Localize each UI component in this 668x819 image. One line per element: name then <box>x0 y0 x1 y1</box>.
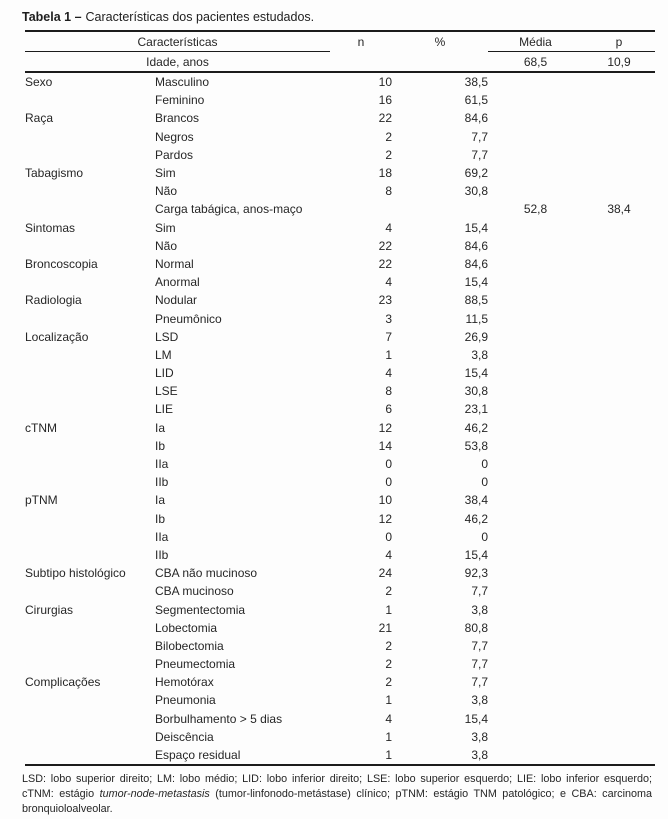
cell-media <box>488 473 583 491</box>
cell-p <box>583 637 655 655</box>
footnote-italic-term: tumor-node-metastasis <box>99 788 210 801</box>
table-row <box>25 691 655 709</box>
cell-pct: 7,7 <box>471 129 488 144</box>
cell-pct: 15,4 <box>464 711 488 726</box>
cell-group <box>25 237 155 255</box>
column-header-p: p <box>583 31 655 52</box>
table-row <box>25 182 655 200</box>
cell-characteristic: Nodular <box>155 293 198 308</box>
cell-media <box>488 182 583 200</box>
cell-pct <box>392 200 488 218</box>
cell-p <box>583 255 655 273</box>
cell-n: 6 <box>385 402 392 417</box>
table-row <box>25 637 655 655</box>
idade-label: Idade, anos <box>25 52 330 73</box>
cell-p <box>583 309 655 327</box>
cell-characteristic: LSD <box>155 329 179 344</box>
cell-group <box>25 710 155 728</box>
cell-group <box>25 364 155 382</box>
cell-characteristic: Borbulhamento > 5 dias <box>155 711 283 726</box>
cell-characteristic: Não <box>155 238 178 253</box>
cell-characteristic: Pardos <box>155 147 194 162</box>
table-row <box>25 564 655 582</box>
cell-media <box>488 91 583 109</box>
table-row <box>25 72 655 91</box>
cell-pct: 30,8 <box>464 384 488 399</box>
cell-characteristic: LID <box>155 366 174 381</box>
table-row <box>25 219 655 237</box>
cell-characteristic: Lobectomia <box>155 620 218 635</box>
table-title <box>22 9 668 26</box>
cell-group: Sintomas <box>25 220 76 235</box>
cell-p <box>583 728 655 746</box>
cell-pct: 15,4 <box>464 547 488 562</box>
cell-group <box>25 146 155 164</box>
cell-group <box>25 728 155 746</box>
cell-p <box>583 346 655 364</box>
cell-characteristic: Normal <box>155 256 194 271</box>
table-row <box>25 237 655 255</box>
cell-media <box>488 400 583 418</box>
cell-group <box>25 182 155 200</box>
cell-pct: 3,8 <box>471 347 488 362</box>
cell-n: 21 <box>378 620 392 635</box>
cell-group: pTNM <box>25 493 58 508</box>
cell-characteristic: Espaço residual <box>155 748 241 763</box>
cell-pct: 0 <box>481 529 488 544</box>
cell-p <box>583 237 655 255</box>
cell-n: 24 <box>378 566 392 581</box>
cell-group <box>25 309 155 327</box>
cell-media <box>488 164 583 182</box>
table-row <box>25 546 655 564</box>
cell-media <box>488 582 583 600</box>
cell-pct: 46,2 <box>464 511 488 526</box>
cell-characteristic: Sim <box>155 220 176 235</box>
column-header-n: n <box>357 34 365 49</box>
cell-n: 8 <box>385 384 392 399</box>
table-row <box>25 746 655 765</box>
cell-media <box>488 291 583 309</box>
cell-characteristic: IIa <box>155 529 169 544</box>
table-row <box>25 164 655 182</box>
cell-pct: 0 <box>481 457 488 472</box>
cell-media <box>488 109 583 127</box>
cell-pct: 3,8 <box>471 729 488 744</box>
header-row <box>25 31 655 52</box>
cell-group <box>25 528 155 546</box>
cell-n: 2 <box>385 147 392 162</box>
cell-media <box>488 710 583 728</box>
cell-n: 8 <box>385 184 392 199</box>
cell-pct: 30,8 <box>464 184 488 199</box>
cell-p <box>583 528 655 546</box>
cell-pct: 7,7 <box>471 584 488 599</box>
cell-p <box>583 72 655 91</box>
cell-n: 2 <box>385 675 392 690</box>
table-row <box>25 400 655 418</box>
cell-media <box>488 273 583 291</box>
cell-pct: 69,2 <box>464 166 488 181</box>
cell-n: 16 <box>378 93 392 108</box>
idade-media-value: 68,5 <box>488 52 583 73</box>
cell-characteristic: Carga tabágica, anos-maço <box>155 202 303 217</box>
cell-group <box>25 400 155 418</box>
cell-characteristic: Anormal <box>155 275 200 290</box>
table-row <box>25 291 655 309</box>
cell-pct: 38,5 <box>464 75 488 90</box>
cell-group: Raça <box>25 111 54 126</box>
footnote-text-2: (tumor-linfonodo-metástase) clínico; pTNM: estágio TNM patológico; e CBA: carcinoma bronquioloalveolar. <box>22 788 652 816</box>
cell-pct: 92,3 <box>464 566 488 581</box>
cell-characteristic: Ib <box>155 511 166 526</box>
cell-group <box>25 128 155 146</box>
cell-group: Radiologia <box>25 293 82 308</box>
cell-media <box>488 382 583 400</box>
cell-n: 12 <box>378 511 392 526</box>
cell-media <box>488 528 583 546</box>
cell-n: 18 <box>378 166 392 181</box>
cell-characteristic: Pneumonia <box>155 693 216 708</box>
cell-n: 1 <box>385 347 392 362</box>
idade-n-empty <box>330 52 392 73</box>
table-row <box>25 437 655 455</box>
cell-characteristic: CBA mucinoso <box>155 584 234 599</box>
table-row <box>25 364 655 382</box>
cell-n: 2 <box>385 129 392 144</box>
cell-characteristic: IIb <box>155 547 169 562</box>
cell-p <box>583 109 655 127</box>
cell-media <box>488 128 583 146</box>
column-header-media: Média <box>488 31 583 52</box>
table-title-text: Características dos pacientes estudados. <box>85 10 315 24</box>
cell-n: 23 <box>378 293 392 308</box>
cell-n: 12 <box>378 420 392 435</box>
cell-media <box>488 691 583 709</box>
table-row <box>25 273 655 291</box>
cell-p <box>583 455 655 473</box>
cell-media <box>488 491 583 509</box>
cell-p <box>583 164 655 182</box>
table-row <box>25 528 655 546</box>
cell-group: Cirurgias <box>25 602 74 617</box>
cell-characteristic: LM <box>155 347 172 362</box>
table-row <box>25 91 655 109</box>
cell-n: 10 <box>378 75 392 90</box>
cell-group <box>25 91 155 109</box>
table-row <box>25 146 655 164</box>
cell-media <box>488 437 583 455</box>
cell-n: 4 <box>385 275 392 290</box>
cell-pct: 15,4 <box>464 275 488 290</box>
cell-characteristic: LIE <box>155 402 174 417</box>
cell-pct: 11,5 <box>465 311 488 326</box>
cell-media <box>488 219 583 237</box>
table-row <box>25 619 655 637</box>
cell-p <box>583 746 655 765</box>
cell-media <box>488 655 583 673</box>
cell-media <box>488 564 583 582</box>
table-body <box>25 72 655 765</box>
cell-group: Sexo <box>25 75 53 90</box>
table-title-label: Tabela 1 – <box>22 10 82 24</box>
cell-n: 0 <box>385 457 392 472</box>
cell-characteristic: Brancos <box>155 111 200 126</box>
cell-media <box>488 546 583 564</box>
cell-n: 1 <box>385 693 392 708</box>
cell-p <box>583 400 655 418</box>
cell-group: cTNM <box>25 420 57 435</box>
cell-group <box>25 746 155 765</box>
cell-group: Subtipo histológico <box>25 566 126 581</box>
cell-p <box>583 146 655 164</box>
cell-n: 2 <box>385 638 392 653</box>
cell-characteristic: Masculino <box>155 75 210 90</box>
cell-media <box>488 600 583 618</box>
cell-n: 1 <box>385 729 392 744</box>
table-row <box>25 728 655 746</box>
cell-p: 38,4 <box>607 202 631 217</box>
cell-n: 22 <box>378 256 392 271</box>
cell-n: 0 <box>385 529 392 544</box>
header-subrow-idade <box>25 52 655 73</box>
cell-group <box>25 637 155 655</box>
table-row <box>25 582 655 600</box>
cell-pct: 26,9 <box>464 329 488 344</box>
cell-p <box>583 273 655 291</box>
cell-pct: 88,5 <box>464 293 488 308</box>
cell-p <box>583 710 655 728</box>
cell-pct: 15,4 <box>464 220 488 235</box>
cell-media <box>488 346 583 364</box>
cell-media <box>488 72 583 91</box>
cell-p <box>583 291 655 309</box>
cell-media <box>488 728 583 746</box>
cell-p <box>583 91 655 109</box>
cell-pct: 23,1 <box>464 402 488 417</box>
cell-media <box>488 146 583 164</box>
cell-n: 7 <box>385 329 392 344</box>
cell-group <box>25 582 155 600</box>
table-row <box>25 255 655 273</box>
cell-pct: 0 <box>481 475 488 490</box>
cell-pct: 46,2 <box>464 420 488 435</box>
table-row <box>25 491 655 509</box>
cell-characteristic: Feminino <box>155 93 205 108</box>
cell-characteristic: Pneumônico <box>155 311 222 326</box>
cell-n: 1 <box>385 748 392 763</box>
cell-p <box>583 364 655 382</box>
cell-group <box>25 619 155 637</box>
cell-group: Tabagismo <box>25 166 84 181</box>
cell-n: 4 <box>385 366 392 381</box>
cell-p <box>583 673 655 691</box>
cell-characteristic: LSE <box>155 384 178 399</box>
cell-group <box>25 273 155 291</box>
column-header-caracteristicas: Características <box>25 31 330 52</box>
cell-group: Broncoscopia <box>25 256 98 271</box>
cell-group <box>25 655 155 673</box>
cell-media <box>488 237 583 255</box>
cell-characteristic: Hemotórax <box>155 675 214 690</box>
cell-media <box>488 619 583 637</box>
idade-p-value: 10,9 <box>583 52 655 73</box>
cell-p <box>583 128 655 146</box>
cell-p <box>583 691 655 709</box>
table-row <box>25 109 655 127</box>
table-row <box>25 200 655 218</box>
cell-characteristic: Não <box>155 184 178 199</box>
cell-n <box>330 200 392 218</box>
cell-p <box>583 328 655 346</box>
cell-characteristic: Bilobectomia <box>155 638 224 653</box>
cell-p <box>583 491 655 509</box>
table-row <box>25 673 655 691</box>
cell-p <box>583 473 655 491</box>
cell-group <box>25 691 155 709</box>
cell-characteristic: Sim <box>155 166 176 181</box>
cell-p <box>583 582 655 600</box>
table-row <box>25 455 655 473</box>
cell-pct: 61,5 <box>464 93 488 108</box>
cell-n: 22 <box>378 238 392 253</box>
cell-media <box>488 255 583 273</box>
cell-n: 4 <box>385 711 392 726</box>
cell-characteristic: Ib <box>155 438 166 453</box>
cell-n: 10 <box>378 493 392 508</box>
cell-p <box>583 382 655 400</box>
cell-media <box>488 455 583 473</box>
cell-media <box>488 364 583 382</box>
cell-group <box>25 455 155 473</box>
cell-group <box>25 200 155 218</box>
cell-pct: 15,4 <box>464 366 488 381</box>
table-row <box>25 510 655 528</box>
cell-p <box>583 655 655 673</box>
cell-p <box>583 546 655 564</box>
cell-n: 14 <box>378 438 392 453</box>
cell-group: Localização <box>25 329 89 344</box>
table-row <box>25 600 655 618</box>
footnote <box>22 772 652 817</box>
cell-media <box>488 673 583 691</box>
cell-pct: 7,7 <box>471 147 488 162</box>
cell-p <box>583 419 655 437</box>
cell-group <box>25 473 155 491</box>
table-row <box>25 473 655 491</box>
patients-characteristics-table <box>25 30 655 766</box>
cell-media: 52,8 <box>523 202 548 217</box>
cell-characteristic: Negros <box>155 129 194 144</box>
cell-n: 4 <box>385 547 392 562</box>
table-row <box>25 419 655 437</box>
cell-media <box>488 746 583 765</box>
cell-characteristic: IIb <box>155 475 169 490</box>
cell-p <box>583 564 655 582</box>
cell-characteristic: CBA não mucinoso <box>155 566 258 581</box>
cell-n: 1 <box>385 602 392 617</box>
cell-group <box>25 382 155 400</box>
cell-pct: 3,8 <box>471 693 488 708</box>
cell-p <box>583 219 655 237</box>
cell-n: 4 <box>385 220 392 235</box>
cell-n: 2 <box>385 584 392 599</box>
table-row <box>25 710 655 728</box>
idade-pct-empty <box>392 52 488 73</box>
column-header-percent: % <box>434 34 446 49</box>
cell-pct: 3,8 <box>471 748 488 763</box>
cell-group <box>25 346 155 364</box>
cell-characteristic: Ia <box>155 493 166 508</box>
table-row <box>25 382 655 400</box>
cell-pct: 84,6 <box>464 256 488 271</box>
cell-media <box>488 309 583 327</box>
cell-media <box>488 419 583 437</box>
cell-p <box>583 619 655 637</box>
cell-p <box>583 600 655 618</box>
cell-characteristic: IIa <box>155 457 169 472</box>
cell-pct: 38,4 <box>464 493 488 508</box>
cell-characteristic: Ia <box>155 420 166 435</box>
cell-p <box>583 510 655 528</box>
cell-pct: 53,8 <box>464 438 488 453</box>
cell-pct: 7,7 <box>471 657 488 672</box>
table-row <box>25 328 655 346</box>
cell-characteristic: Pneumectomia <box>155 657 236 672</box>
cell-n: 22 <box>378 111 392 126</box>
footnote-text-1: LSD: lobo superior direito; LM: lobo médio; LID: lobo inferior direito; LSE: lobo superior esquerdo; LIE: lobo inferior esquerdo; cTNM: estágio <box>22 773 652 801</box>
cell-group <box>25 546 155 564</box>
cell-p <box>583 437 655 455</box>
cell-media <box>488 637 583 655</box>
cell-n: 2 <box>385 657 392 672</box>
cell-group <box>25 510 155 528</box>
cell-characteristic: Deiscência <box>155 729 214 744</box>
table-row <box>25 128 655 146</box>
cell-pct: 7,7 <box>471 675 488 690</box>
table-row <box>25 655 655 673</box>
cell-n: 0 <box>385 475 392 490</box>
cell-group: Complicações <box>25 675 101 690</box>
cell-group <box>25 437 155 455</box>
cell-media <box>488 328 583 346</box>
cell-media <box>488 510 583 528</box>
cell-n: 3 <box>385 311 392 326</box>
cell-characteristic: Segmentectomia <box>155 602 246 617</box>
cell-p <box>583 182 655 200</box>
cell-pct: 84,6 <box>464 238 488 253</box>
table-header <box>25 31 655 72</box>
table-row <box>25 309 655 327</box>
cell-pct: 7,7 <box>471 638 488 653</box>
table-row <box>25 346 655 364</box>
cell-pct: 80,8 <box>464 620 488 635</box>
cell-pct: 84,6 <box>464 111 488 126</box>
cell-pct: 3,8 <box>471 602 488 617</box>
